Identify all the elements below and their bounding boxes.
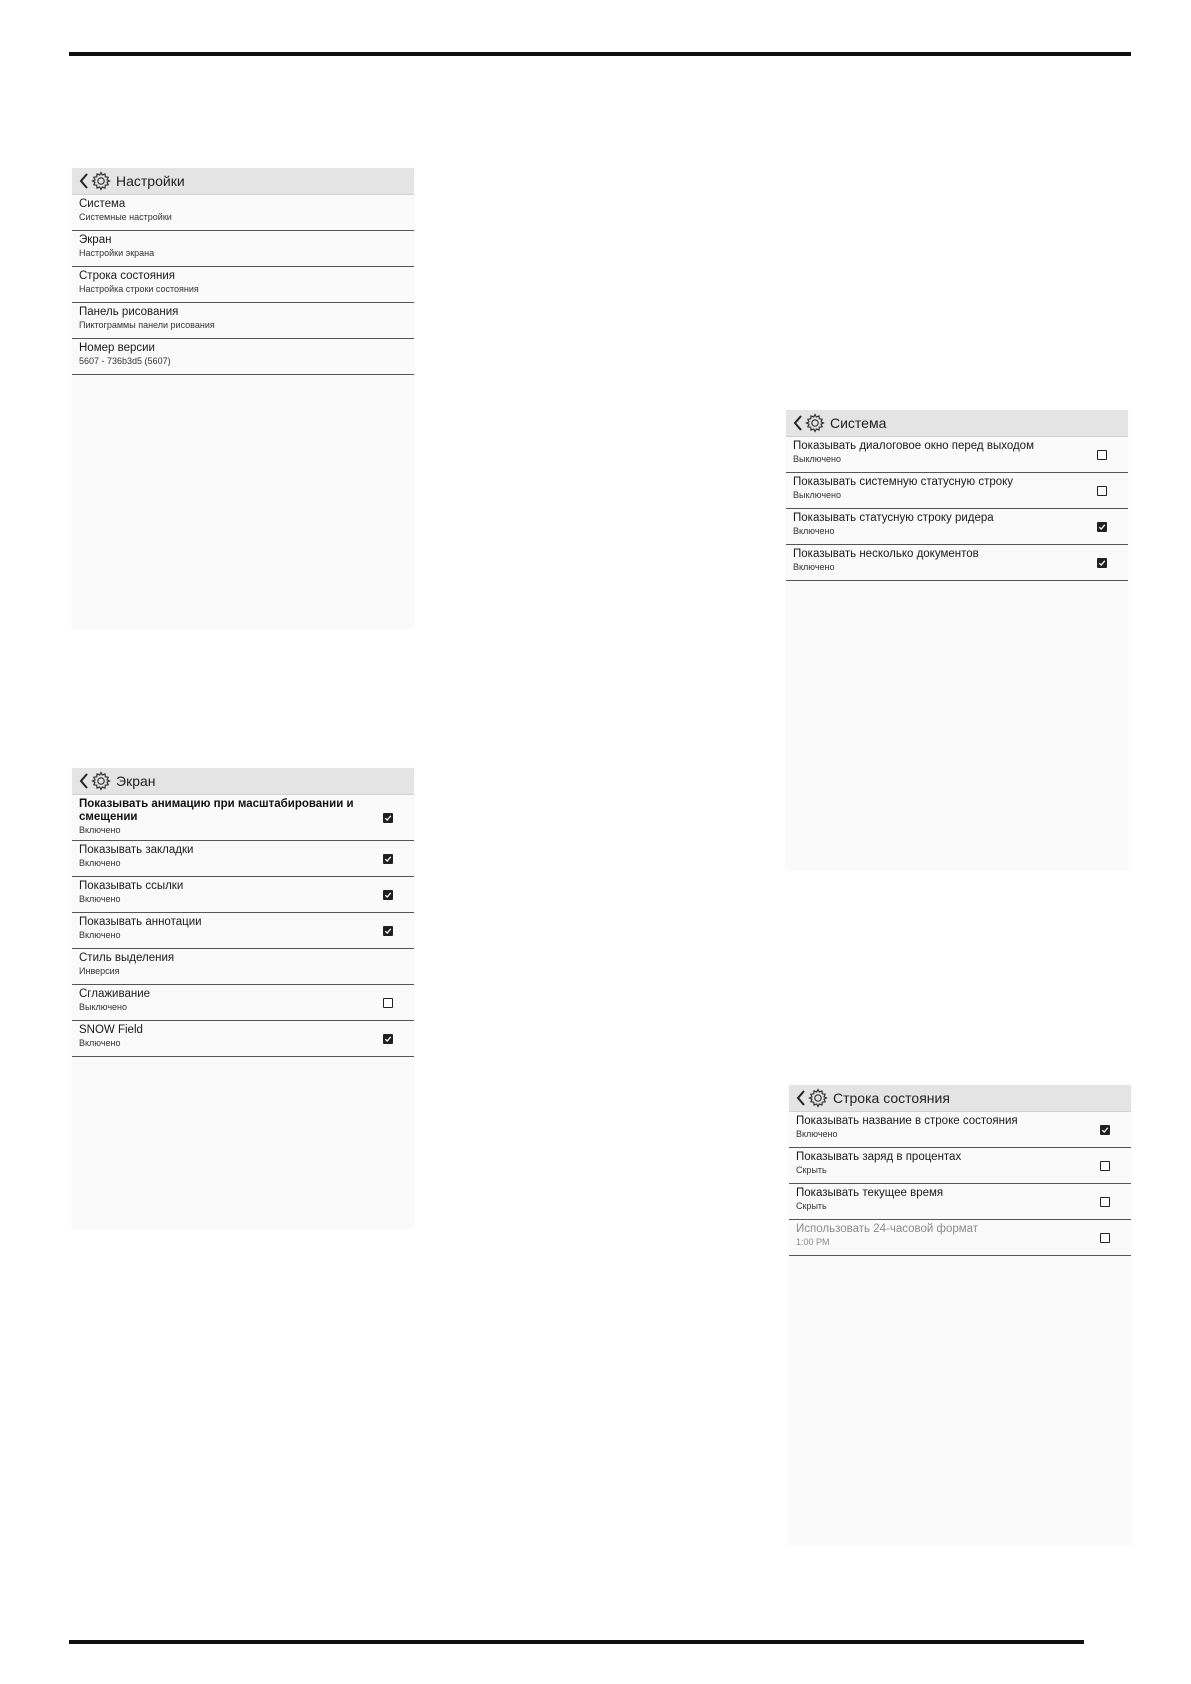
item-subtitle: 5607 - 736b3d5 (5607) [79,356,171,366]
gear-icon [805,413,825,433]
screen-header [72,768,414,795]
checkbox-unchecked-disabled [1100,1233,1110,1243]
checkbox-checked[interactable] [383,890,393,900]
item-title: Показывать несколько документов [793,548,979,560]
checkbox-checked[interactable] [383,926,393,936]
settings-item-system[interactable] [72,195,414,231]
checkbox-unchecked[interactable] [1100,1197,1110,1207]
settings-item-drawing-panel[interactable] [72,303,414,339]
item-subtitle: Выключено [793,454,841,464]
checkbox-unchecked[interactable] [1097,486,1107,496]
bottom-rule [69,1640,1084,1644]
check-icon [384,891,392,899]
check-icon [384,927,392,935]
gear-icon [91,171,111,191]
screen-item-annotations[interactable] [72,913,414,949]
system-title: Система [830,415,887,431]
status-item-show-title[interactable] [789,1112,1131,1148]
item-title: Показывать закладки [79,844,194,856]
status-bar-title: Строка состояния [833,1090,950,1106]
status-item-current-time[interactable] [789,1184,1131,1220]
settings-title: Настройки [116,173,185,189]
item-title: Панель рисования [79,306,179,318]
settings-item-screen[interactable] [72,231,414,267]
screen-item-links[interactable] [72,877,414,913]
check-icon [1101,1126,1109,1134]
item-subtitle: Пиктограммы панели рисования [79,320,215,330]
gear-icon [91,771,111,791]
checkbox-checked[interactable] [383,813,393,823]
item-title: Показывать название в строке состояния [796,1115,1018,1127]
item-title: Использовать 24-часовой формат [796,1223,979,1235]
top-rule [69,52,1131,56]
settings-header [72,168,414,195]
item-subtitle: Настройка строки состояния [79,284,199,294]
checkbox-checked[interactable] [1097,522,1107,532]
checkbox-unchecked[interactable] [1100,1161,1110,1171]
checkbox-checked[interactable] [1100,1125,1110,1135]
status-bar-header [789,1085,1131,1112]
item-subtitle: Включено [793,562,835,572]
item-subtitle: Включено [793,526,835,536]
item-title: Показывать системную статусную строку [793,476,1014,488]
item-title: Строка состояния [79,270,176,282]
screen-title: Экран [116,773,156,789]
item-subtitle: Скрыть [796,1165,827,1175]
status-item-24h-format [789,1220,1131,1256]
settings-item-status-bar[interactable] [72,267,414,303]
item-title: SNOW Field [79,1024,143,1036]
item-subtitle: Выключено [793,490,841,500]
item-title: Показывать аннотации [79,916,202,928]
item-subtitle: Выключено [79,1002,127,1012]
item-subtitle: Настройки экрана [79,248,155,258]
checkbox-checked[interactable] [383,1034,393,1044]
system-item-system-statusbar[interactable] [786,473,1128,509]
screen-item-selection-style[interactable] [72,949,414,985]
item-subtitle: Включено [79,825,121,835]
back-chevron-icon[interactable] [78,771,90,791]
status-item-battery-percent[interactable] [789,1148,1131,1184]
item-title: Показывать статусную строку ридера [793,512,994,524]
item-subtitle: Включено [796,1129,838,1139]
checkbox-checked[interactable] [1097,558,1107,568]
item-subtitle: 1:00 PM [796,1237,830,1247]
system-screen [786,410,1128,870]
system-item-exit-dialog[interactable] [786,437,1128,473]
item-title: Система [79,198,126,210]
back-chevron-icon[interactable] [78,171,90,191]
item-title: Номер версии [79,342,155,354]
back-chevron-icon[interactable] [792,413,804,433]
system-item-multiple-documents[interactable] [786,545,1128,581]
item-title: Сглаживание [79,988,151,1000]
item-title: Показывать текущее время [796,1187,944,1199]
check-icon [1098,523,1106,531]
checkbox-unchecked[interactable] [1097,450,1107,460]
back-chevron-icon[interactable] [795,1088,807,1108]
settings-screen [72,168,414,628]
check-icon [384,855,392,863]
system-header [786,410,1128,437]
check-icon [384,814,392,822]
item-title: Показывать заряд в процентах [796,1151,962,1163]
screen-item-bookmarks[interactable] [72,841,414,877]
item-subtitle: Инверсия [79,966,120,976]
screen-item-antialiasing[interactable] [72,985,414,1021]
item-subtitle: Включено [79,894,121,904]
item-subtitle: Включено [79,1038,121,1048]
status-bar-screen [789,1085,1131,1545]
screen-item-zoom-animation[interactable] [72,795,414,841]
item-subtitle: Включено [79,858,121,868]
item-title: Показывать ссылки [79,880,184,892]
item-title: Показывать диалоговое окно перед выходом [793,440,1034,452]
screen-item-snow-field[interactable] [72,1021,414,1057]
item-title: Стиль выделения [79,952,175,964]
gear-icon [808,1088,828,1108]
check-icon [1098,559,1106,567]
item-subtitle: Включено [79,930,121,940]
item-subtitle: Скрыть [796,1201,827,1211]
checkbox-unchecked[interactable] [383,998,393,1008]
checkbox-checked[interactable] [383,854,393,864]
item-title: Показывать анимацию при масштабировании и смещении [79,798,354,823]
system-item-reader-statusbar[interactable] [786,509,1128,545]
screen-settings-screen [72,768,414,1228]
settings-item-version[interactable] [72,339,414,375]
check-icon [384,1035,392,1043]
item-title: Экран [79,234,112,246]
item-subtitle: Системные настройки [79,212,172,222]
